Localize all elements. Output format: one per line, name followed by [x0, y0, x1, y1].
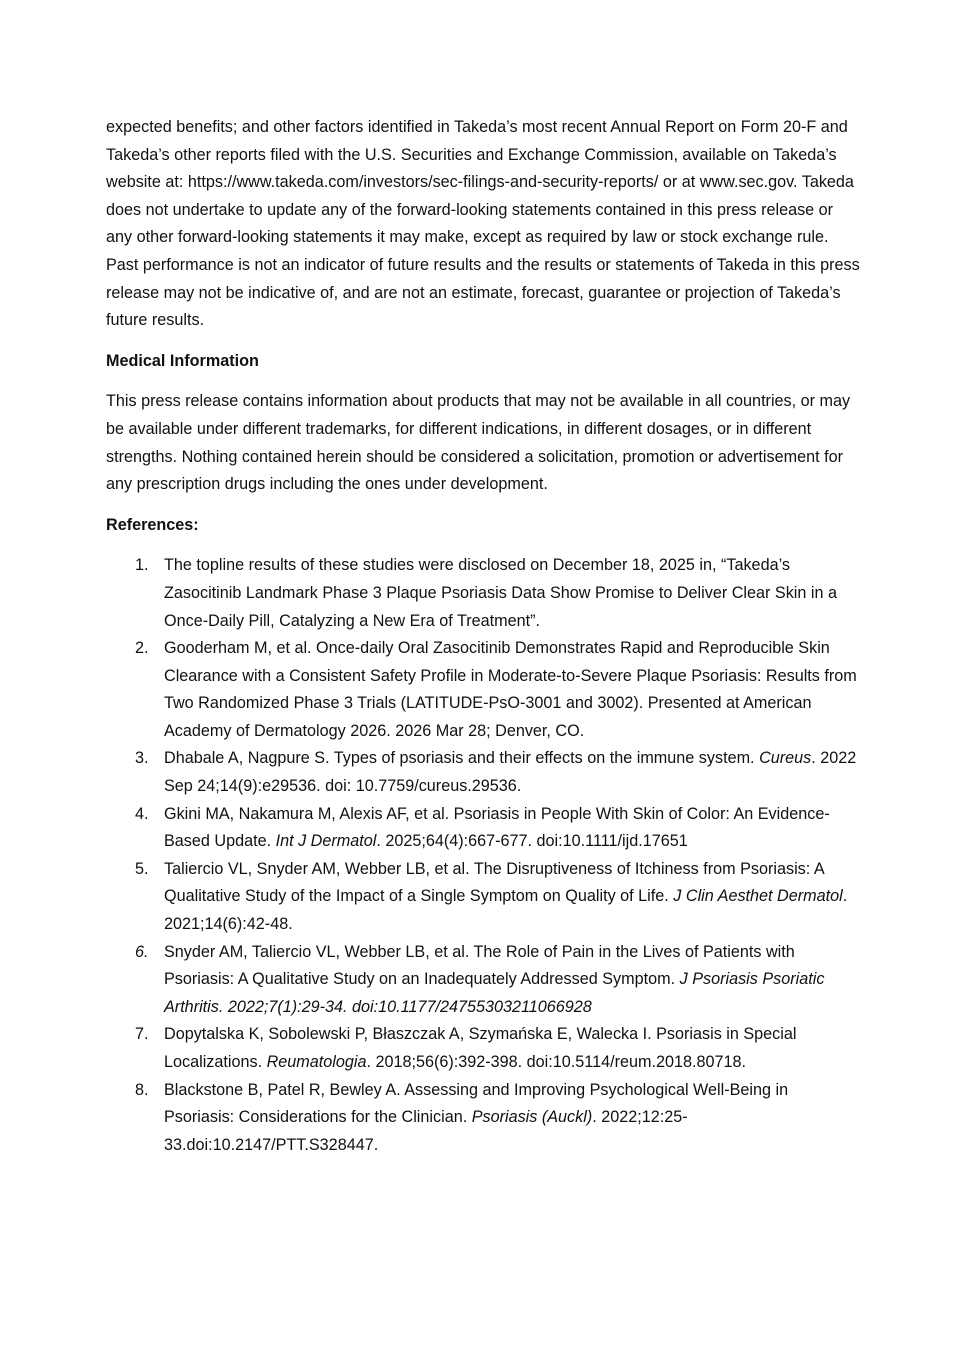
- reference-number: 6.: [135, 942, 149, 961]
- medical-information-heading: Medical Information: [106, 351, 259, 370]
- reference-text: Taliercio VL, Snyder AM, Webber LB, et al. The Disruptiveness of Itchiness from Psoriasis: A Qualitative Study of the Impact of a Single Symptom on Quality of Life.: [164, 859, 824, 906]
- reference-number: 4.: [135, 804, 149, 823]
- reference-number: 1.: [135, 556, 149, 575]
- reference-item: [106, 939, 862, 1022]
- reference-text: Dhabale A, Nagpure S. Types of psoriasis and their effects on the immune system.: [164, 749, 760, 768]
- document-page: [106, 114, 862, 1159]
- reference-journal: Cureus: [759, 749, 812, 768]
- reference-journal: Int J Dermatol: [275, 832, 377, 851]
- reference-text: Gooderham M, et al. Once-daily Oral Zasocitinib Demonstrates Rapid and Reproducible Skin Clearance with a Consistent Safety Profile in Moderate-to-Severe Plaque Psoriasis: Results from Two Randomized Phase 3 Trials (LATITUDE-PsO-3001 and 3002). Presented at American Academy of Dermatology 2026. 2026 Mar 28; Denver, CO.: [164, 639, 857, 740]
- references-heading: References:: [106, 515, 199, 534]
- forward-looking-paragraph: expected benefits; and other factors identified in Takeda’s most recent Annual Report on Form 20-F and Takeda’s other reports filed with the U.S. Securities and Exchange Commission, available on Takeda’s website at: https://www.takeda.com/investors/sec-filings-and-security-reports/ or at www.sec.gov. Takeda does not undertake to update any of the forward-looking statements contained in this press release or any other forward-looking statements it may make, except as required by law or stock exchange rule. Past performance is not an indicator of future results and the results or statements of Takeda in this press release may not be indicative of, and are not an estimate, forecast, guarantee or projection of Takeda’s future results.: [106, 118, 860, 330]
- reference-text: Gkini MA, Nakamura M, Alexis AF, et al. Psoriasis in People With Skin of Color: An Evidence-Based Update.: [164, 804, 830, 851]
- reference-number: 5.: [135, 859, 149, 878]
- reference-journal: J Psoriasis Psoriatic Arthritis. 2022;7(1):29-34. doi:10.1177/24755303211066928: [164, 970, 825, 1016]
- reference-citation: . 2022;12:25-33.doi:10.2147/PTT.S328447.: [164, 1108, 688, 1154]
- medical-information-paragraph: This press release contains information about products that may not be available in all countries, or may be available under different trademarks, for different indications, in different dosages, or in different strengths. Nothing contained herein should be considered a solicitation, promotion or advertisement for any prescription drugs including the ones under development.: [106, 392, 851, 494]
- reference-journal: Psoriasis (Auckl): [471, 1108, 593, 1127]
- reference-journal: J Clin Aesthet Dermatol: [673, 887, 843, 906]
- reference-citation: . 2018;56(6):392-398. doi:10.5114/reum.2018.80718.: [366, 1053, 746, 1071]
- reference-item: [106, 745, 862, 800]
- reference-text: Blackstone B, Patel R, Bewley A. Assessing and Improving Psychological Well-Being in Psoriasis: Considerations for the Clinician.: [164, 1080, 789, 1127]
- reference-citation: . 2021;14(6):42-48.: [164, 887, 848, 934]
- reference-text: The topline results of these studies were disclosed on December 18, 2025 in, “Takeda’s Zasocitinib Landmark Phase 3 Plaque Psoriasis Data Show Promise to Deliver Clear Skin in a Once-Daily Pill, Catalyzing a New Era of Treatment”.: [164, 556, 837, 630]
- reference-citation: . 2025;64(4):667-677. doi:10.1111/ijd.17651: [376, 832, 688, 851]
- reference-text: Dopytalska K, Sobolewski P, Błaszczak A, Szymańska E, Walecka I. Psoriasis in Special Localizations.: [164, 1025, 797, 1071]
- reference-number: 7.: [135, 1025, 149, 1044]
- reference-item: [106, 552, 862, 635]
- reference-item: [106, 1077, 862, 1160]
- reference-citation: . 2022 Sep 24;14(9):e29536. doi: 10.7759/cureus.29536.: [164, 749, 857, 796]
- reference-number: 8.: [135, 1080, 149, 1099]
- references-list: [106, 552, 862, 1159]
- reference-item: [106, 801, 862, 856]
- reference-number: 3.: [135, 749, 149, 768]
- reference-text: Snyder AM, Taliercio VL, Webber LB, et al. The Role of Pain in the Lives of Patients with Psoriasis: A Qualitative Study on an Inadequately Addressed Symptom.: [164, 942, 795, 989]
- reference-item: [106, 856, 862, 939]
- reference-number: 2.: [135, 639, 149, 658]
- reference-item: [106, 1021, 862, 1076]
- reference-item: [106, 635, 862, 745]
- reference-journal: Reumatologia: [266, 1053, 367, 1071]
